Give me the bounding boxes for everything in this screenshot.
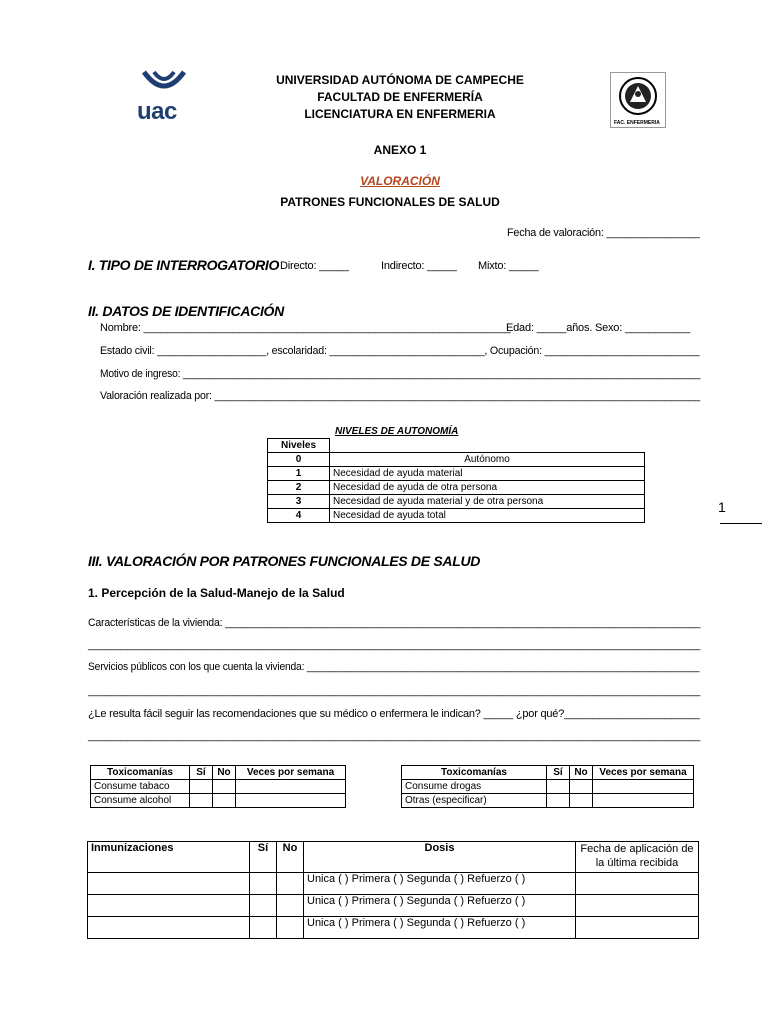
edad-sexo-field[interactable]: Edad: _____años. Sexo: ___________ (506, 322, 691, 334)
no-header: No (213, 766, 236, 780)
nivel-cell: 2 (268, 481, 330, 495)
table-header-row (91, 766, 346, 780)
vacuna-cell[interactable] (88, 873, 250, 895)
toxicomanias-header: Toxicomanías (402, 766, 547, 780)
autonomia-header-row (268, 439, 645, 453)
motivo-ingreso-field[interactable]: Motivo de ingreso: ______________________________________________________________________________________________ (100, 368, 701, 380)
toxicomanias-table-left (90, 765, 346, 808)
fecha-valoracion[interactable]: Fecha de valoración: ________________ (507, 227, 700, 239)
inmunizaciones-table (87, 841, 699, 939)
toxicomania-label: Consume drogas (402, 780, 547, 794)
table-row (402, 794, 694, 808)
nivel-desc-cell: Necesidad de ayuda material y de otra persona (330, 495, 645, 509)
recomendaciones-field[interactable]: ¿Le resulta fácil seguir las recomendaciones que su médico o enfermera le indican? _____ ¿por qué?_______________________ (88, 708, 700, 720)
table-row (88, 917, 699, 939)
no-header: No (570, 766, 593, 780)
no-cell[interactable] (213, 794, 236, 808)
directo-field[interactable]: Directo: _____ (280, 260, 349, 272)
veces-cell[interactable] (236, 794, 346, 808)
seal-caption: FAC. ENFERMERIA (614, 120, 660, 126)
veces-header: Veces por semana (236, 766, 346, 780)
servicios-publicos-field[interactable]: Servicios públicos con los que cuenta la vivienda: _______________________________________________________________________ (88, 661, 700, 673)
table-header-row (88, 842, 699, 873)
toxicomania-label: Otras (especificar) (402, 794, 547, 808)
table-row (91, 780, 346, 794)
no-cell[interactable] (570, 780, 593, 794)
annex-label: ANEXO 1 (373, 143, 427, 157)
section-patrones-title: III. VALORACIÓN POR PATRONES FUNCIONALES DE SALUD (88, 553, 481, 569)
autonomia-table (267, 438, 645, 523)
no-cell[interactable] (277, 873, 304, 895)
si-cell[interactable] (250, 895, 277, 917)
toxicomania-label: Consume tabaco (91, 780, 190, 794)
si-header: Sí (547, 766, 570, 780)
veces-cell[interactable] (593, 780, 694, 794)
fecha-cell[interactable] (576, 895, 699, 917)
indirecto-field[interactable]: Indirecto: _____ (381, 260, 457, 272)
nivel-cell: 1 (268, 467, 330, 481)
table-row (268, 481, 645, 495)
percepcion-salud-subtitle: 1. Percepción de la Salud-Manejo de la Salud (88, 586, 345, 600)
toxicomanias-header: Toxicomanías (91, 766, 190, 780)
niveles-header: Niveles (268, 439, 330, 453)
estado-civil-field[interactable]: Estado civil: ___________________, escolaridad: ___________________________, Ocupación: ___________________________ (100, 345, 700, 357)
vacuna-cell[interactable] (88, 917, 250, 939)
logo-arc-icon (140, 70, 188, 98)
no-cell[interactable] (570, 794, 593, 808)
dosis-header: Dosis (304, 842, 576, 873)
no-cell[interactable] (277, 917, 304, 939)
nivel-cell: 0 (268, 453, 330, 467)
university-name: UNIVERSIDAD AUTÓNOMA DE CAMPECHE (276, 73, 524, 87)
table-row (268, 467, 645, 481)
table-row (402, 780, 694, 794)
veces-header: Veces por semana (593, 766, 694, 780)
dosis-options[interactable]: Unica ( ) Primera ( ) Segunda ( ) Refuerzo ( ) (304, 873, 576, 895)
no-cell[interactable] (213, 780, 236, 794)
table-row (88, 895, 699, 917)
inmunizaciones-header: Inmunizaciones (88, 842, 250, 873)
table-row (88, 873, 699, 895)
table-row (91, 794, 346, 808)
continuation-line[interactable]: _____________________________________________________________________________________________________________ (88, 639, 701, 651)
table-row (268, 453, 645, 467)
patrones-title: PATRONES FUNCIONALES DE SALUD (280, 195, 500, 209)
fecha-cell[interactable] (576, 873, 699, 895)
mixto-field[interactable]: Mixto: _____ (478, 260, 539, 272)
fecha-aplicacion-header: Fecha de aplicación de la última recibida (576, 842, 699, 873)
logo-text: uac (137, 98, 177, 125)
nivel-desc-cell: Autónomo (330, 453, 645, 467)
valoracion-title: VALORACIÓN (360, 174, 440, 188)
si-cell[interactable] (547, 794, 570, 808)
nivel-cell: 3 (268, 495, 330, 509)
toxicomania-label: Consume alcohol (91, 794, 190, 808)
section-tipo-interrogatorio-title: I. TIPO DE INTERROGATORIO (88, 257, 280, 273)
continuation-line[interactable]: _____________________________________________________________________________________________________________ (88, 730, 701, 742)
vacuna-cell[interactable] (88, 895, 250, 917)
nombre-field[interactable]: Nombre: ______________________________________________________________ (100, 322, 511, 334)
nivel-desc-cell: Necesidad de ayuda material (330, 467, 645, 481)
si-cell[interactable] (250, 873, 277, 895)
si-cell[interactable] (547, 780, 570, 794)
no-cell[interactable] (277, 895, 304, 917)
nivel-desc-cell: Necesidad de ayuda de otra persona (330, 481, 645, 495)
degree-name: LICENCIATURA EN ENFERMERIA (304, 107, 496, 121)
caracteristicas-vivienda-field[interactable]: Características de la vivienda: ____________________________________________________________________________________ (88, 617, 701, 629)
dosis-options[interactable]: Unica ( ) Primera ( ) Segunda ( ) Refuerzo ( ) (304, 895, 576, 917)
table-header-row (402, 766, 694, 780)
table-row (268, 509, 645, 523)
page-number: 1 (718, 499, 726, 515)
section-datos-identificacion-title: II. DATOS DE IDENTIFICACIÓN (88, 303, 284, 319)
si-cell[interactable] (250, 917, 277, 939)
table-row (268, 495, 645, 509)
dosis-options[interactable]: Unica ( ) Primera ( ) Segunda ( ) Refuerzo ( ) (304, 917, 576, 939)
si-header: Sí (190, 766, 213, 780)
faculty-name: FACULTAD DE ENFERMERÍA (317, 90, 483, 104)
autonomia-title: NIVELES DE AUTONOMÍA (335, 426, 459, 437)
si-cell[interactable] (190, 780, 213, 794)
no-header: No (277, 842, 304, 873)
si-header: Sí (250, 842, 277, 873)
nivel-cell: 4 (268, 509, 330, 523)
fecha-cell[interactable] (576, 917, 699, 939)
valoracion-realizada-field[interactable]: Valoración realizada por: _____________________________________________________________________________________ (100, 390, 700, 402)
veces-cell[interactable] (593, 794, 694, 808)
veces-cell[interactable] (236, 780, 346, 794)
continuation-line[interactable]: _____________________________________________________________________________________________________________ (88, 685, 701, 697)
si-cell[interactable] (190, 794, 213, 808)
nivel-desc-cell: Necesidad de ayuda total (330, 509, 645, 523)
page-number-rule (720, 523, 762, 524)
faculty-seal (610, 72, 666, 128)
toxicomanias-table-right (401, 765, 694, 808)
